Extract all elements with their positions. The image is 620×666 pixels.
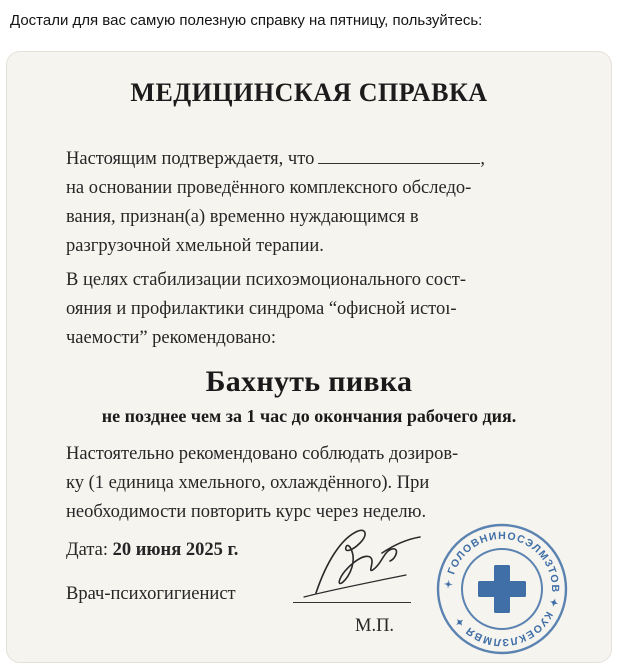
doctor-label: Врач-психогигиенист xyxy=(66,584,236,604)
date-line xyxy=(66,540,238,561)
post-caption: Достали для вас самую полезную справку на пятницу, пользуйтесь: xyxy=(10,12,483,29)
stamp-ring-text: ✦ ГОЛОВНИНОСЭЛМЗТОВ ✦ КУОЕКЛЗЛМВЯ ✦ xyxy=(442,529,562,649)
para1-line1-end: , xyxy=(480,149,485,169)
medical-cross-icon xyxy=(478,565,526,613)
signature-scribble xyxy=(296,523,426,603)
para1-line2: на основании проведённого комплексного обследо- xyxy=(66,178,472,198)
date-label: Дата: xyxy=(66,540,109,560)
certificate-image xyxy=(6,51,612,663)
seal-label: М.П. xyxy=(355,616,395,636)
medical-stamp xyxy=(434,521,570,657)
para2-line3: чаемости” рекомендовано: xyxy=(66,328,277,348)
recommendation-deadline: не позднее чем за 1 час до окончания рабочего дия. xyxy=(101,406,517,426)
para1-line3: вания, признан(а) временно нуждающимся в xyxy=(66,207,419,227)
recommendation-headline: Бахнуть пивка xyxy=(205,365,413,398)
date-value: 20 июня 2025 г. xyxy=(112,540,239,560)
para1-line4: разгрузочной хмельной терапии. xyxy=(66,236,324,256)
certificate-title: МЕДИЦИНСКАЯ СПРАВКА xyxy=(130,78,488,107)
para3-line1: Настоятельно рекомендовано соблюдать дозиров- xyxy=(66,444,459,464)
para1-line1-text: Настоящим подтверждаетя, что xyxy=(66,149,315,169)
para3-line2: ку (1 единица хмельного, охлаждённого). При xyxy=(66,473,430,493)
para1-line1 xyxy=(66,145,578,173)
para2-line2: ояния и профилактики синдрома “офисной истоı- xyxy=(66,299,457,319)
para3-line3: необходимости повторить курс через неделю. xyxy=(66,502,427,522)
name-blank-line xyxy=(318,147,480,164)
para2-line1: В целях стабилизации психоэмоционального сост- xyxy=(66,270,467,290)
